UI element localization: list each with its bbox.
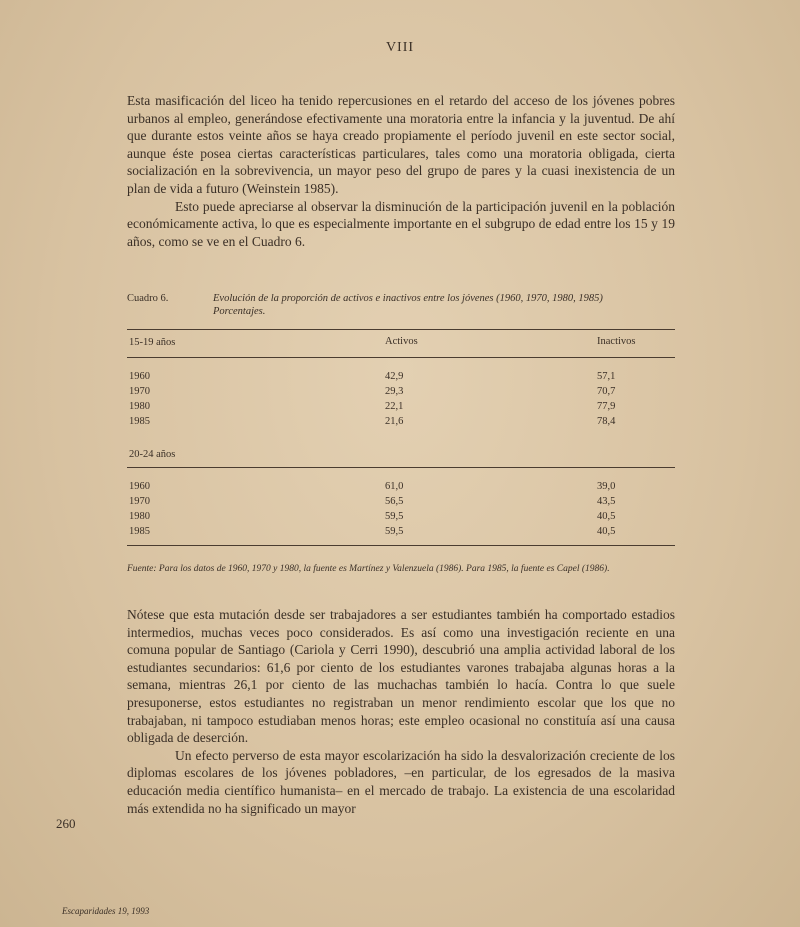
table-cell-year: 1960 [129, 371, 150, 382]
column-header-inactive: Inactivos [597, 336, 636, 347]
table-cell-inactive: 78,4 [597, 416, 616, 427]
table-cell-active: 59,5 [385, 526, 404, 537]
page-number: 260 [56, 816, 76, 831]
table-cell-active: 22,1 [385, 401, 404, 412]
table-cell-year: 1985 [129, 526, 150, 537]
table-cell-year: 1960 [129, 481, 150, 492]
chapter-heading: VIII [385, 40, 415, 55]
table-subtitle: Porcentajes. [213, 306, 266, 317]
table-cell-active: 42,9 [385, 371, 404, 382]
table-source-note: Fuente: Para los datos de 1960, 1970 y 1980, la fuente es Martínez y Valenzuela (1986). Para 1985, la fuente es Capel (1986). [127, 564, 610, 574]
table-cell-inactive: 57,1 [597, 371, 616, 382]
paragraph: Nótese que esta mutación desde ser trabajadores a ser estudiantes también ha comportado estadios intermedios, muchas veces poco considerados. Es así como una investigación reciente en una comuna popular de Santiago (Cariola y Cerri 1990), descubrió una amplia actividad laboral de los estudiantes secundarios: 61,6 por ciento de los estudiantes varones trabajaba algunas horas a la semana, mientras 26,1 por ciento de las muchachas también lo hacía. Contra lo que suele presuponerse, estos estudiantes no registraban un menor rendimiento escolar que los que no trabajaban, ni tampoco estudiaban menos horas; este empleo ocasional no constituía así una causa obligada de deserción. [127, 607, 675, 746]
paragraph: Esta masificación del liceo ha tenido repercusiones en el retardo del acceso de los jóvenes pobres urbanos al empleo, generándose efectivamente una moratoria entre la infancia y la juventud. De ahí que durante estos veinte años se haya creado propiamente el período juvenil en este sector social, aunque éste posea ciertas características particulares, tales como una moratoria obligada, cierta socialización en la sobrevivencia, un mayor peso del grupo de pares y la cuasi inexistencia de un plan de vida a futuro (Weinstein 1985). [127, 93, 675, 196]
table-cell-active: 29,3 [385, 386, 404, 397]
table-cell-year: 1970 [129, 386, 150, 397]
table-cell-active: 21,6 [385, 416, 404, 427]
table-cell-year: 1980 [129, 401, 150, 412]
table-cell-year: 1980 [129, 511, 150, 522]
table-rule [127, 545, 675, 546]
table-label: Cuadro 6. [127, 293, 169, 304]
table-title: Evolución de la proporción de activos e inactivos entre los jóvenes (1960, 1970, 1980, 1985) [213, 293, 603, 304]
table-cell-inactive: 43,5 [597, 496, 616, 507]
paragraph: Esto puede apreciarse al observar la disminución de la participación juvenil en la población económicamente activa, lo que es especialmente importante en el subgrupo de edad entre los 15 y 19 años, como se ve en el Cuadro 6. [127, 198, 675, 249]
table-cell-inactive: 40,5 [597, 526, 616, 537]
main-text [127, 606, 675, 817]
table-cell-active: 59,5 [385, 511, 404, 522]
table-cell-active: 56,5 [385, 496, 404, 507]
journal-footer: Escaparidades 19, 1993 [62, 906, 150, 916]
table-cell-inactive: 39,0 [597, 481, 616, 492]
table-cell-inactive: 70,7 [597, 386, 616, 397]
paragraph: Un efecto perverso de esta mayor escolarización ha sido la desvalorización creciente de los diplomas escolares de los jóvenes pobladores, –en particular, de los egresados de la masiva educación media científico humanista– en el mercado de trabajo. La existencia de una escolaridad más extendida no ha significado un mayor [127, 747, 675, 816]
group-label: 20-24 años [129, 449, 176, 460]
table-cell-inactive: 40,5 [597, 511, 616, 522]
column-header-active: Activos [385, 336, 418, 347]
table-rule [127, 467, 675, 468]
intro-text [127, 92, 675, 250]
group-label: 15-19 años [129, 337, 176, 348]
table-rule [127, 329, 675, 330]
table-cell-year: 1970 [129, 496, 150, 507]
table-rule [127, 357, 675, 358]
table-cell-active: 61,0 [385, 481, 404, 492]
table-cell-inactive: 77,9 [597, 401, 616, 412]
table-cell-year: 1985 [129, 416, 150, 427]
